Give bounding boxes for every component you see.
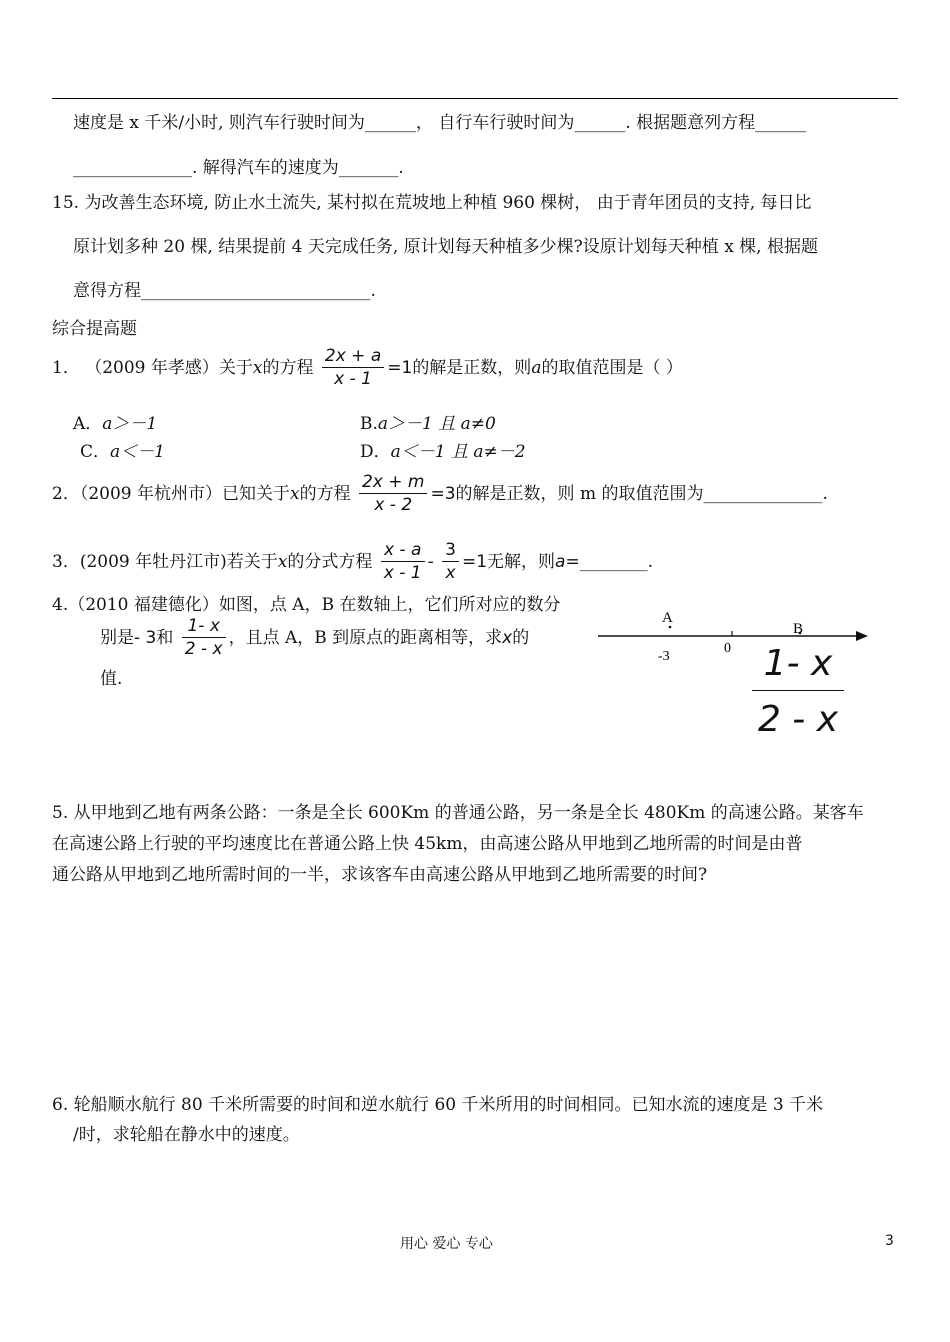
p3-mid: 的分式方程: [287, 552, 373, 572]
p2-var-x: x: [289, 484, 300, 504]
p6-line2: /时，求轮船在静水中的速度。: [73, 1125, 300, 1145]
big-frac-num: 1- x: [763, 643, 833, 684]
p1-option-c: [80, 441, 165, 463]
p4-frac-num: 1- x: [187, 616, 220, 636]
p4-line2-and: 和: [156, 628, 174, 648]
p3-var-a: a: [555, 552, 566, 572]
p1-fraction: [322, 346, 384, 391]
p2-eq: =3: [430, 484, 456, 504]
p5-line3: 通公路从甲地到乙地所需时间的一半，求该客车由高速公路从甲地到乙地所需要的时间?: [52, 865, 708, 885]
p4-frac-den: 2 - x: [184, 639, 223, 659]
p6-line1: 6. 轮船顺水航行 80 千米所需要的时间和逆水航行 60 千米所用的时间相同。已知水流的速度是 3 千米: [52, 1095, 824, 1115]
p2-frac-num: 2x + m: [361, 472, 425, 492]
p4-line2-c: 的: [512, 628, 530, 648]
p4-line2-val: - 3: [134, 628, 157, 648]
header-rule: [52, 98, 898, 99]
q15-line1: 15. 为改善生态环境, 防止水土流失, 某村拟在荒坡地上种植 960 棵树， 由于青年团员的支持, 每日比: [52, 193, 812, 213]
p3-frac1-num: x - a: [383, 540, 422, 560]
p1-var-x: x: [252, 358, 263, 378]
option-label: B.: [360, 414, 378, 434]
problem-3: [52, 538, 653, 586]
option-text: a＞－1 且 a≠0: [377, 414, 496, 434]
p2-fraction: [359, 472, 428, 517]
option-label: A．: [73, 414, 103, 434]
page-number: 3: [885, 1233, 894, 1249]
option-text: a＜－1 且 a≠－2: [390, 442, 526, 462]
p4-line2-a: 别是: [100, 628, 134, 648]
p2-mid: 的方程: [299, 484, 351, 504]
p1-frac-den: x - 1: [334, 369, 372, 389]
p2-frac-den: x - 2: [374, 495, 413, 515]
p3-suffix-b: =________.: [565, 552, 654, 572]
arrow-right-icon: [856, 631, 868, 641]
p2-prefix: 2．（2009 年杭州市）已知关于: [52, 484, 290, 504]
tick-label-0: 0: [724, 641, 731, 656]
big-frac-den: 2 - x: [757, 699, 839, 740]
problem-2: [52, 470, 828, 518]
p2-suffix: 的解是正数，则 m 的取值范围为______________.: [455, 484, 828, 504]
p1-option-d: [360, 441, 526, 463]
big-fraction: [752, 638, 844, 749]
p3-frac1-den: x - 1: [383, 563, 422, 583]
p1-eq: =1: [387, 358, 413, 378]
p1-suffix-a: 的解是正数，则: [412, 358, 532, 378]
p4-line2-b: ，且点 A，B 到原点的距离相等，求: [228, 628, 503, 648]
tick-label-minus3: -3: [658, 649, 670, 664]
option-text: a＜－1: [110, 442, 165, 462]
option-label: C．: [80, 442, 111, 462]
p3-var-x: x: [277, 552, 288, 572]
p3-suffix-a: 无解，则: [487, 552, 556, 572]
label-a: A: [662, 610, 673, 626]
option-text: a＞－1: [102, 414, 158, 434]
p3-prefix: 3．(2009 年牡丹江市)若关于: [52, 552, 278, 572]
q14-line1: 速度是 x 千米/小时, 则汽车行驶时间为______， 自行车行驶时间为______. 根据题意列方程______: [73, 113, 807, 133]
footer-motto: 用心 爱心 专心: [400, 1236, 493, 1252]
p3-minus: -: [427, 552, 434, 572]
label-b: B: [793, 621, 804, 637]
q14-line2: ______________. 解得汽车的速度为_______.: [73, 158, 404, 178]
p1-mid: 的方程: [262, 358, 314, 378]
p1-var-a: a: [531, 358, 542, 378]
p4-fraction: [182, 616, 226, 661]
p4-var-x: x: [502, 628, 513, 648]
point-a-dot: [669, 626, 672, 629]
q15-line3: 意得方程___________________________.: [73, 281, 376, 301]
p1-prefix: 1． （2009 年孝感）关于: [52, 358, 253, 378]
p1-suffix-b: 的取值范围是（ ）: [541, 358, 683, 378]
p4-line2: [100, 614, 529, 662]
p3-frac2-den: x: [445, 563, 456, 583]
p4-line1: 4.（2010 福建德化）如图，点 A，B 在数轴上，它们所对应的数分: [52, 595, 561, 615]
p1-option-b: [360, 413, 496, 435]
q15-line2: 原计划多种 20 棵, 结果提前 4 天完成任务, 原计划每天种植多少棵?设原计划每天种植 x 棵, 根据题: [73, 237, 818, 257]
section-title: 综合提高题: [52, 319, 137, 339]
problem-1: [52, 344, 683, 392]
p3-fraction-1: [381, 540, 425, 585]
p1-option-a: [73, 413, 157, 435]
p3-eq: =1: [461, 552, 488, 572]
p3-fraction-2: [442, 540, 459, 585]
p3-frac2-num: 3: [445, 540, 456, 560]
p1-frac-num: 2x + a: [324, 346, 382, 366]
p5-line1: 5. 从甲地到乙地有两条公路：一条是全长 600Km 的普通公路，另一条是全长 480Km 的高速公路。某客车: [52, 803, 864, 823]
p4-line3: 值.: [100, 669, 123, 689]
p5-line2: 在高速公路上行驶的平均速度比在普通公路上快 45km，由高速公路从甲地到乙地所需的时间是由普: [52, 834, 803, 854]
option-label: D．: [360, 442, 391, 462]
